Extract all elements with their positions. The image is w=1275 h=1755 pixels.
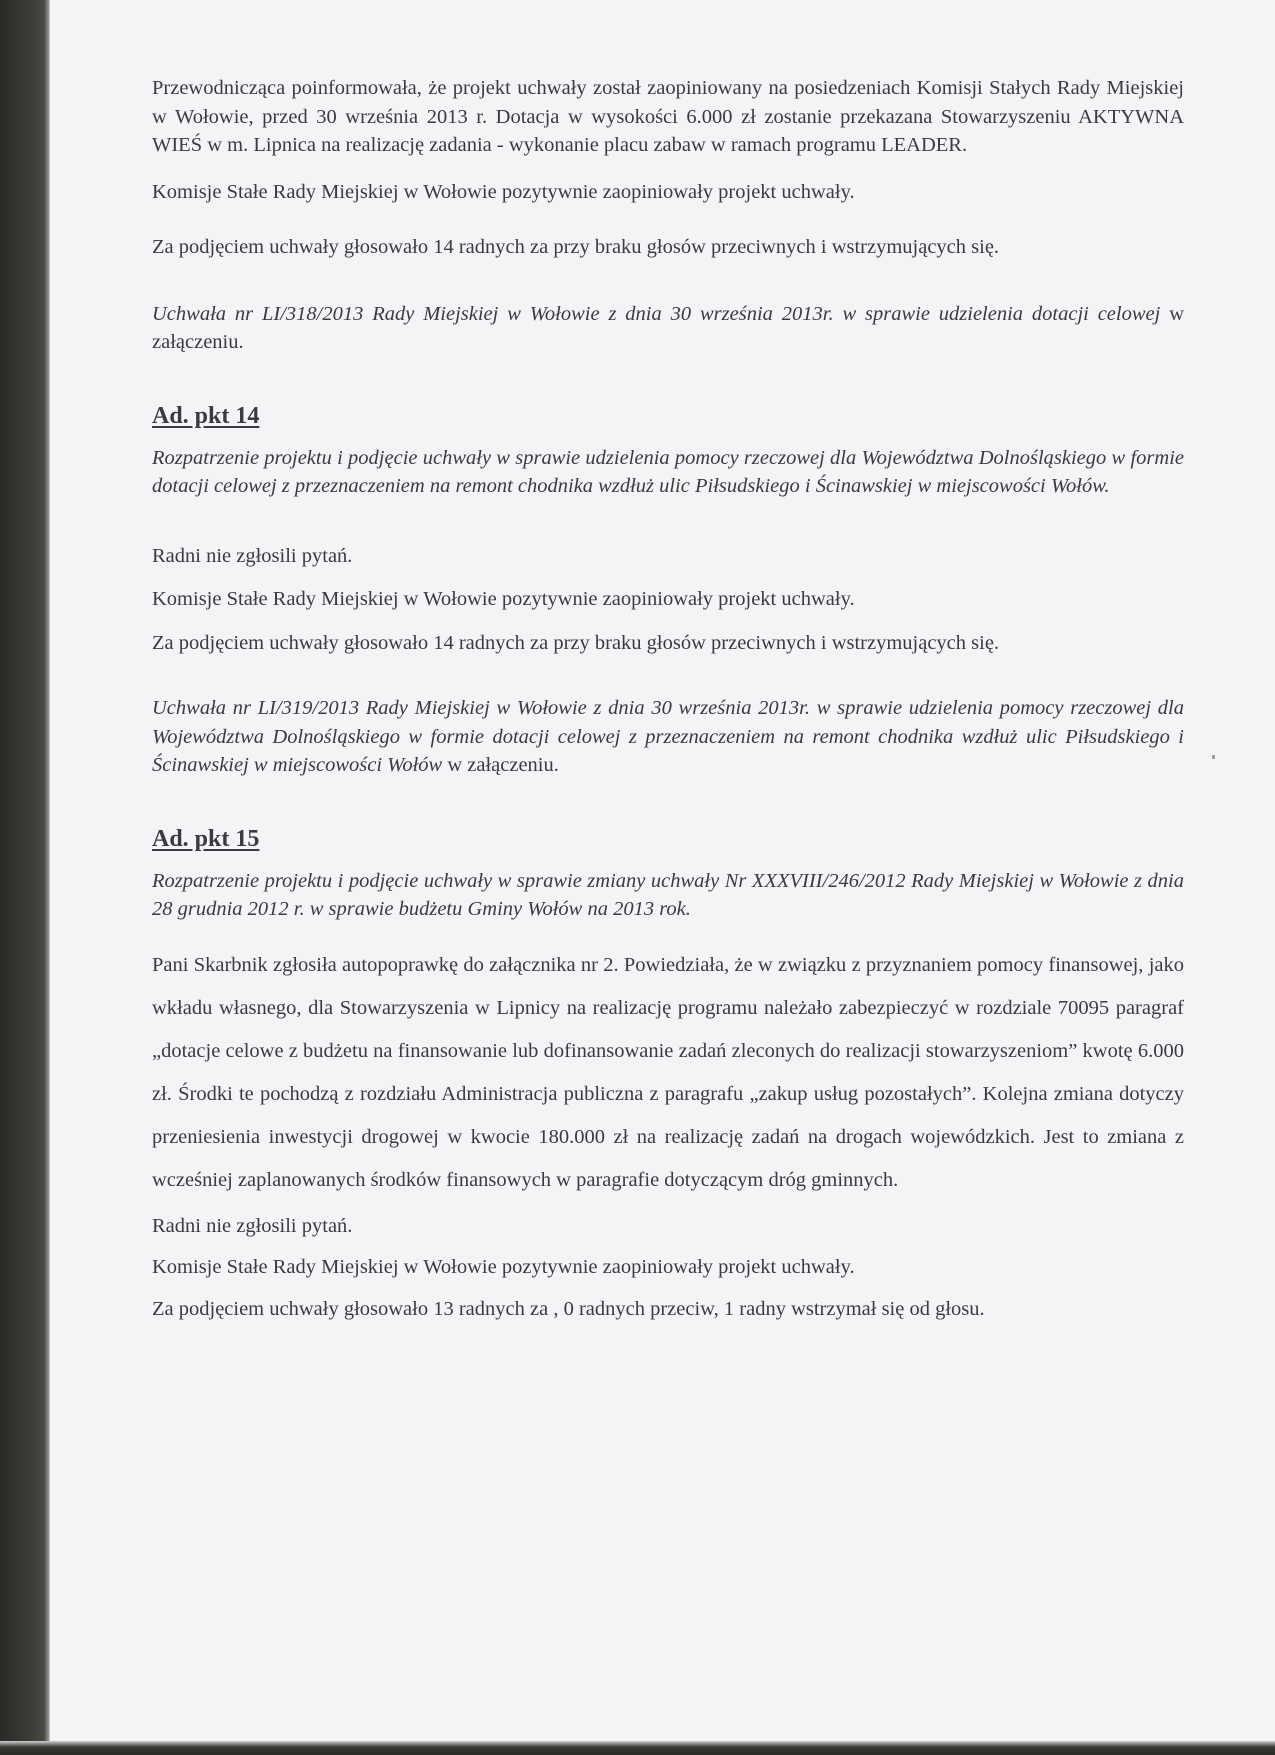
item-15-no-questions: Radni nie zgłosili pytań.	[152, 1214, 353, 1237]
resolution-319-tail: w załączeniu.	[442, 754, 559, 776]
scan-binding-edge	[0, 0, 50, 1755]
item-15-treasurer-statement: Pani Skarbnik zgłosiła autopoprawkę do załącznika nr 2. Powiedziała, że w związku z przyznaniem pomocy finansowej, jako wkładu własnego, dla Stowarzyszenia w Lipnicy na realizację programu należało zabezpieczyć w rozdziale 70095 paragraf „dotacje celowe z budżetu na finansowanie lub dofinansowanie zadań zleconych do realizacji stowarzyszeniom” kwotę 6.000 zł. Środki te pochodzą z rozdziału Administracja publiczna z paragrafu „zakup usług pozostałych”. Kolejna zmiana dotyczy przeniesienia inwestycji drogowej w kwocie 180.000 zł na realizację zadań na drogach wojewódzkich. Jest to zmiana z wcześniej zaplanowanych środków finansowych w paragrafie dotyczącym dróg gminnych.	[152, 953, 1184, 1191]
resolution-318-tail: w załączeniu.	[152, 302, 1184, 353]
item-15-subject: Rozpatrzenie projektu i podjęcie uchwały w sprawie zmiany uchwały Nr XXXVIII/246/2012 Rady Miejskiej w Wołowie z dnia 28 grudnia 2012 r. w sprawie budżetu Gminy Wołów na 2013 rok.	[152, 869, 1184, 920]
item-15-vote-result: Za podjęciem uchwały głosowało 13 radnych za , 0 radnych przeciw, 1 radny wstrzymał się od głosu.	[152, 1297, 985, 1320]
paragraph-vote-result: Za podjęciem uchwały głosowało 14 radnych za przy braku głosów przeciwnych i wstrzymujących się.	[152, 236, 1000, 258]
item-14-vote-result: Za podjęciem uchwały głosowało 14 radnych za przy braku głosów przeciwnych i wstrzymujących się.	[152, 631, 1000, 654]
item-14-committees-opinion: Komisje Stałe Rady Miejskiej w Wołowie pozytywnie zaopiniowały projekt uchwały.	[152, 588, 855, 610]
item-14-subject: Rozpatrzenie projektu i podjęcie uchwały w sprawie udzielenia pomocy rzeczowej dla Województwa Dolnośląskiego w formie dotacji celowej z przeznaczeniem na remont chodnika wzdłuż ulic Piłsudskiego i Ścinawskiej w miejscowości Wołów.	[152, 446, 1184, 497]
scan-bottom-edge	[0, 1741, 1275, 1755]
resolution-319-title: Uchwała nr LI/319/2013 Rady Miejskiej w Wołowie z dnia 30 września 2013r. w sprawie udzielenia pomocy rzeczowej dla Województwa Dolnośląskiego w formie dotacji celowej z przeznaczeniem na remont chodnika wzdłuż ulic Piłsudskiego i Ścinawskiej w miejscowości Wołów	[152, 697, 1184, 776]
resolution-318-title: Uchwała nr LI/318/2013 Rady Miejskiej w Wołowie z dnia 30 września 2013r. w sprawie udzielenia dotacji celowej	[152, 302, 1161, 325]
paragraph-committees-opinion: Komisje Stałe Rady Miejskiej w Wołowie pozytywnie zaopiniowały projekt uchwały.	[152, 180, 855, 203]
item-14-heading: Ad. pkt 14	[152, 402, 260, 429]
resolution-319-reference	[152, 694, 1184, 780]
item-14-no-questions: Radni nie zgłosili pytań.	[152, 544, 353, 567]
document-page	[152, 74, 1184, 1330]
item-15-heading: Ad. pkt 15	[152, 825, 260, 852]
item-15-committees-opinion: Komisje Stałe Rady Miejskiej w Wołowie pozytywnie zaopiniowały projekt uchwały.	[152, 1255, 855, 1278]
paragraph-chair-info: Przewodnicząca poinformowała, że projekt uchwały został zaopiniowany na posiedzeniach Komisji Stałych Rady Miejskiej w Wołowie, przed 30 września 2013 r. Dotacja w wysokości 6.000 zł zostanie przekazana Stowarzyszeniu AKTYWNA WIEŚ w m. Lipnica na realizację zadania - wykonanie placu zabaw w ramach programu LEADER.	[152, 77, 1184, 156]
item-15-discussion	[152, 944, 1184, 1202]
resolution-318-reference	[152, 300, 1184, 357]
scan-speck	[1212, 755, 1215, 759]
